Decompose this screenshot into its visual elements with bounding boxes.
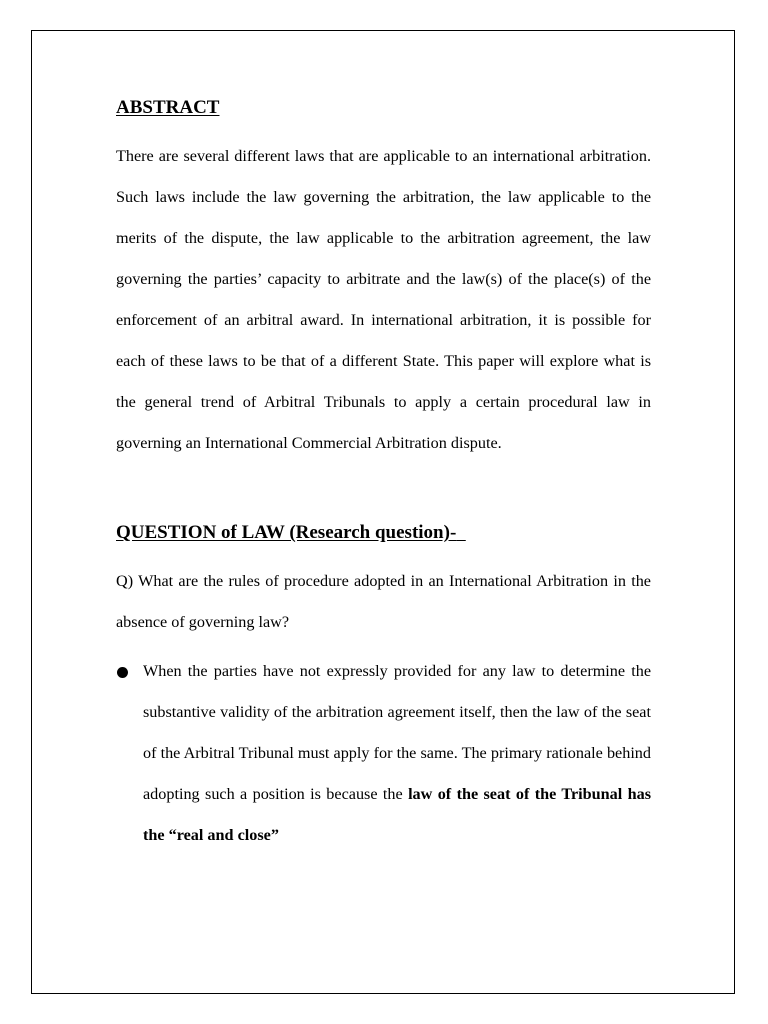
bullet-text-bold: law of the seat of the Tribunal has the “real and close” — [143, 785, 651, 844]
question-paragraph: Q) What are the rules of procedure adopted in an International Arbitration in the absence of governing law? — [116, 572, 651, 631]
bullet-dot-icon — [117, 667, 128, 678]
abstract-paragraph: There are several different laws that are applicable to an international arbitration. Such laws include the law governing the arbitration, the law applicable to the merits of the dispute, the law applicable to the arbitration agreement, the law governing the parties’ capacity to arbitrate and the law(s) of the place(s) of the enforcement of an arbitral award. In international arbitration, it is possible for each of these laws to be that of a different State. This paper will explore what is the general trend of Arbitral Tribunals to apply a certain procedural law in governing an International Commercial Arbitration dispute. — [116, 147, 651, 452]
bullet-paragraph — [143, 651, 651, 856]
question-heading-trail — [456, 522, 466, 543]
abstract-heading: ABSTRACT — [116, 97, 220, 118]
bullet-text-plain: When the parties have not expressly provided for any law to determine the substantive validity of the arbitration agreement itself, then the law of the seat of the Arbitral Tribunal must apply for the same. The primary rationale behind adopting such a position is because the — [143, 662, 651, 803]
question-heading — [116, 521, 651, 545]
question-heading-text: QUESTION of LAW (Research question)- — [116, 522, 457, 543]
